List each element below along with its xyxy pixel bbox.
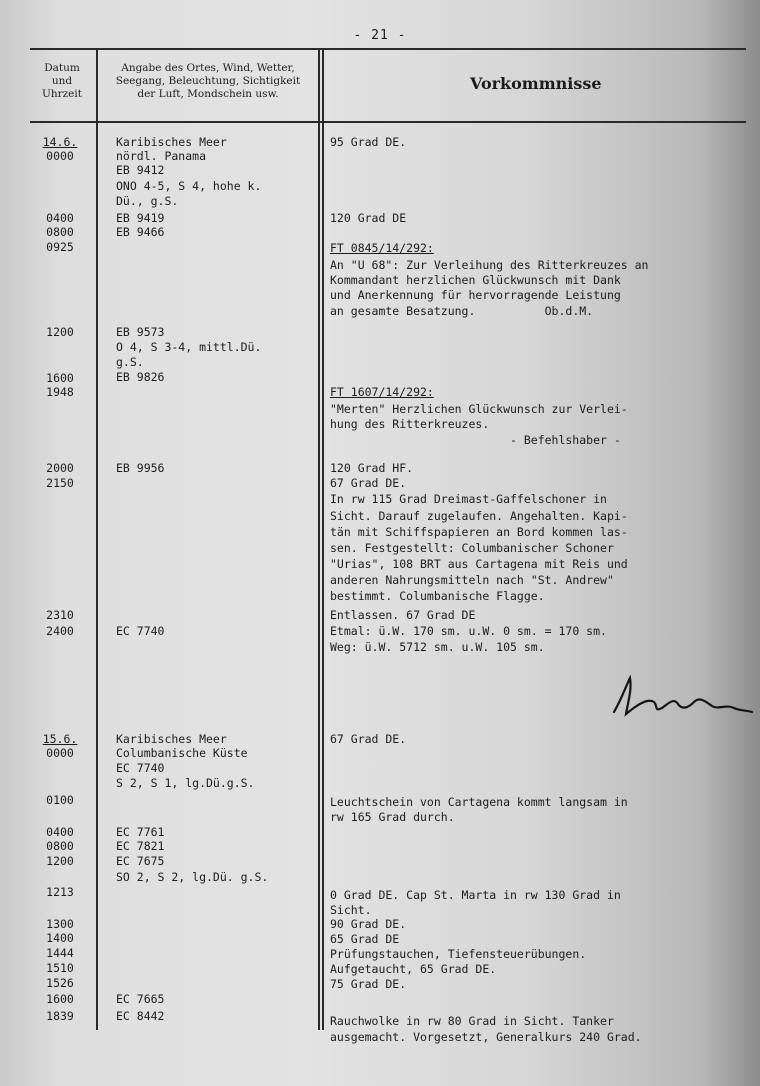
position-cell: O 4, S 3-4, mittl.Dü.	[116, 340, 262, 354]
header-top-rule	[30, 48, 746, 50]
position-cell: EB 9412	[116, 163, 165, 177]
position-cell: Karibisches Meer	[116, 135, 227, 149]
date-cell: 15.6.	[42, 732, 78, 746]
time-cell: 0400	[46, 825, 74, 839]
event-line: Aufgetaucht, 65 Grad DE.	[330, 962, 497, 976]
header-bottom-rule	[30, 121, 746, 123]
event-line: 95 Grad DE.	[330, 135, 407, 149]
handwritten-signature	[608, 668, 754, 724]
position-cell: nördl. Panama	[116, 149, 207, 163]
event-line: 0 Grad DE. Cap St. Marta in rw 130 Grad in	[330, 888, 621, 902]
time-cell: 1300	[46, 917, 74, 931]
time-cell: 1200	[46, 854, 74, 868]
position-cell: ONO 4-5, S 4, hohe k.	[116, 179, 262, 193]
header-angabe-line: der Luft, Mondschein usw.	[137, 88, 279, 100]
header-angabe-line: Angabe des Ortes, Wind, Wetter,	[121, 62, 295, 74]
header-datum-line: Uhrzeit	[42, 88, 82, 100]
event-line: 67 Grad DE.	[330, 732, 407, 746]
time-cell: 1526	[46, 976, 74, 990]
time-cell: 2000	[46, 461, 74, 475]
event-line: bestimmt. Columbanische Flagge.	[330, 589, 545, 603]
position-cell: EC 7821	[116, 839, 165, 853]
event-line: Sicht. Darauf zugelaufen. Angehalten. Kapi-	[330, 509, 628, 523]
event-line: tän mit Schiffspapieren an Bord kommen las-	[330, 525, 628, 539]
time-cell: 0800	[46, 225, 74, 239]
time-cell: 0925	[46, 240, 74, 254]
event-line: 90 Grad DE.	[330, 917, 407, 931]
event-line: Rauchwolke in rw 80 Grad in Sicht. Tanker	[330, 1014, 614, 1028]
time-cell: 1400	[46, 931, 74, 945]
position-cell: Dü., g.S.	[116, 194, 179, 208]
time-cell: 1948	[46, 385, 74, 399]
time-cell: 1600	[46, 992, 74, 1006]
event-line: 67 Grad DE.	[330, 476, 407, 490]
event-line: und Anerkennung für hervorragende Leistung	[330, 288, 621, 302]
header-datum	[30, 62, 94, 101]
event-line: 120 Grad DE	[330, 211, 407, 225]
radio-message-id: FT 1607/14/292:	[330, 385, 434, 399]
position-cell: Karibisches Meer	[116, 732, 227, 746]
time-cell: 1213	[46, 885, 74, 899]
event-line: anderen Nahrungsmitteln nach "St. Andrew"	[330, 573, 614, 587]
page-number: - 21 -	[353, 28, 407, 43]
event-line: Etmal: ü.W. 170 sm. u.W. 0 sm. = 170 sm.	[330, 624, 607, 638]
column-divider-2	[318, 50, 320, 1030]
header-angabe-line: Seegang, Beleuchtung, Sichtigkeit	[115, 75, 301, 87]
time-cell: 2400	[46, 624, 74, 638]
event-signature-line: - Befehlshaber -	[510, 433, 621, 447]
time-cell: 0100	[46, 793, 74, 807]
time-cell: 0000	[46, 746, 74, 760]
position-cell: EB 9573	[116, 325, 165, 339]
position-cell: EC 7761	[116, 825, 165, 839]
position-cell: EC 7740	[116, 761, 165, 775]
position-cell: S 2, S 1, lg.Dü.g.S.	[116, 776, 255, 790]
position-cell: EB 9466	[116, 225, 165, 239]
event-line: 75 Grad DE.	[330, 977, 407, 991]
time-cell: 2310	[46, 608, 74, 622]
position-cell: g.S.	[116, 355, 144, 369]
column-divider-1	[96, 50, 98, 1030]
time-cell: 0000	[46, 149, 74, 163]
position-cell: EC 8442	[116, 1009, 165, 1023]
time-cell: 1839	[46, 1009, 74, 1023]
time-cell: 1600	[46, 371, 74, 385]
header-angabe	[100, 62, 316, 101]
header-datum-line: und	[51, 75, 73, 87]
time-cell: 0800	[46, 839, 74, 853]
event-line: hung des Ritterkreuzes.	[330, 417, 490, 431]
event-line: An "U 68": Zur Verleihung des Ritterkreuzes an	[330, 258, 649, 272]
time-cell: 1200	[46, 325, 74, 339]
event-line: "Merten" Herzlichen Glückwunsch zur Verlei-	[330, 402, 628, 416]
event-line: Entlassen. 67 Grad DE	[330, 608, 476, 622]
position-cell: EB 9419	[116, 211, 165, 225]
position-cell: EC 7675	[116, 854, 165, 868]
time-cell: 0400	[46, 211, 74, 225]
time-cell: 1444	[46, 946, 74, 960]
event-line: 65 Grad DE	[330, 932, 400, 946]
column-divider-3	[322, 50, 324, 1030]
event-line: ausgemacht. Vorgesetzt, Generalkurs 240 Grad.	[330, 1030, 642, 1044]
position-cell: Columbanische Küste	[116, 746, 248, 760]
date-cell: 14.6.	[42, 135, 78, 149]
position-cell: SO 2, S 2, lg.Dü. g.S.	[116, 870, 269, 884]
event-line: sen. Festgestellt: Columbanischer Schoner	[330, 541, 614, 555]
event-line: 120 Grad HF.	[330, 461, 414, 475]
event-line: Sicht.	[330, 903, 372, 917]
event-line: In rw 115 Grad Dreimast-Gaffelschoner in	[330, 492, 607, 506]
event-line: Prüfungstauchen, Tiefensteuerübungen.	[330, 947, 587, 961]
radio-message-id: FT 0845/14/292:	[330, 241, 434, 255]
event-line: Weg: ü.W. 5712 sm. u.W. 105 sm.	[330, 640, 545, 654]
position-cell: EB 9956	[116, 461, 165, 475]
position-cell: EC 7740	[116, 624, 165, 638]
event-line: Leuchtschein von Cartagena kommt langsam in	[330, 795, 628, 809]
event-line: Kommandant herzlichen Glückwunsch mit Dank	[330, 273, 621, 287]
time-cell: 2150	[46, 476, 74, 490]
time-cell: 1510	[46, 961, 74, 975]
header-vorkommnisse: Vorkommnisse	[470, 74, 602, 93]
event-line: rw 165 Grad durch.	[330, 810, 455, 824]
event-line: "Urias", 108 BRT aus Cartagena mit Reis und	[330, 557, 628, 571]
header-datum-line: Datum	[44, 62, 80, 74]
position-cell: EB 9826	[116, 370, 165, 384]
event-line: an gesamte Besatzung. Ob.d.M.	[330, 304, 594, 318]
position-cell: EC 7665	[116, 992, 165, 1006]
